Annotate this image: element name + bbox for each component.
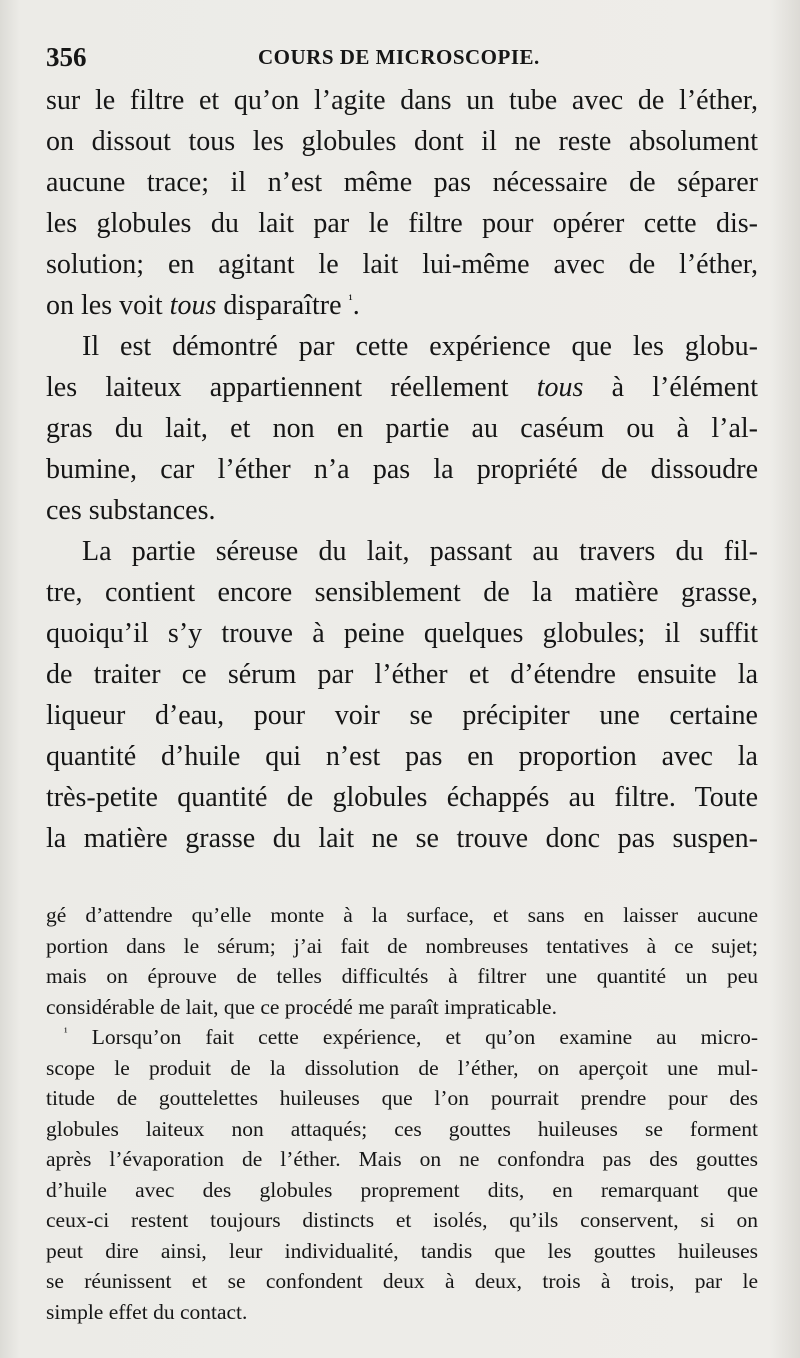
text-line: la matière grasse du lait ne se trouve donc pas suspen- (46, 823, 758, 854)
footnote-line: globules laiteux non attaqués; ces gouttes huileuses se forment (46, 1116, 758, 1141)
text-line: on dissout tous les globules dont il ne reste absolument (46, 126, 758, 157)
text-line: Il est démontré par cette expérience que les globu- (82, 331, 758, 362)
page-header (46, 40, 758, 80)
italic-word: tous (169, 290, 217, 321)
text-line: liqueur d’eau, pour voir se précipiter une certaine (46, 700, 758, 731)
text-line: de traiter ce sérum par l’éther et d’étendre ensuite la (46, 659, 758, 690)
text-line: on les voit tous disparaître $^{^1}$. (46, 290, 360, 321)
footnote-line: d’huile avec des globules proprement dits, en remarquant que (46, 1177, 758, 1202)
page-number: 356 (46, 42, 87, 72)
footnote-line: après l’évaporation de l’éther. Mais on ne confondra pas des gouttes (46, 1147, 758, 1171)
text-line: solution; en agitant le lait lui-même avec de l’éther, (46, 249, 758, 280)
italic-word: tous (536, 372, 584, 403)
footnote-line: peut dire ainsi, leur individualité, tandis que les gouttes huileuses (46, 1238, 758, 1263)
footnote-line: titude de gouttelettes huileuses que l’on pourrait prendre pour des (46, 1086, 758, 1110)
text-line: quantité d’huile qui n’est pas en proportion avec la (46, 741, 758, 772)
text-line: les globules du lait par le filtre pour opérer cette dis- (46, 208, 758, 239)
footnote-line: portion dans le sérum; j’ai fait de nombreuses tentatives à ce sujet; (46, 933, 758, 958)
text-line: sur le filtre et qu’on l’agite dans un tube avec de l’éther, (46, 85, 758, 116)
text-line: les laiteux appartiennent réellement tous à l’élément (46, 372, 759, 403)
footnote-line: considérable de lait, que ce procédé me paraît impraticable. (46, 994, 557, 1019)
text-line: La partie séreuse du lait, passant au travers du fil- (82, 536, 758, 567)
running-title: COURS DE MICROSCOPIE. (258, 45, 540, 69)
footnote-line: simple effet du contact. (46, 1299, 248, 1324)
text-line: ces substances. (46, 495, 216, 526)
text-line: tre, contient encore sensiblement de la matière grasse, (46, 577, 758, 608)
text-line: quoiqu’il s’y trouve à peine quelques globules; il suffit (46, 618, 758, 649)
footnote-line: ceux-ci restent toujours distincts et isolés, qu’ils conservent, si on (46, 1208, 758, 1232)
footnote-line: mais on éprouve de telles difficultés à filtrer une quantité un peu (46, 964, 758, 988)
text-line: aucune trace; il n’est même pas nécessaire de séparer (46, 167, 758, 198)
footnote-marker: ¹ (64, 1025, 68, 1039)
footnote-line: se réunissent et se confondent deux à deux, trois à trois, par le (46, 1269, 758, 1293)
main-text (46, 80, 758, 859)
footnote-line: gé d’attendre qu’elle monte à la surface, et sans en laisser aucune (46, 903, 758, 927)
footnote-reference: ¹ (348, 293, 353, 308)
text-line: très-petite quantité de globules échappés au filtre. Toute (46, 782, 758, 813)
footnote-line: scope le produit de la dissolution de l’éther, on aperçoit une mul- (46, 1055, 758, 1080)
text-line: bumine, car l’éther n’a pas la propriété de dissoudre (46, 454, 758, 485)
footnotes (46, 900, 758, 1327)
text-line: gras du lait, et non en partie au caséum ou à l’al- (46, 413, 758, 444)
footnote-line: $^{^1}$ Lorsqu’on fait cette expérience, et qu’on examine au micro- (64, 1025, 758, 1049)
